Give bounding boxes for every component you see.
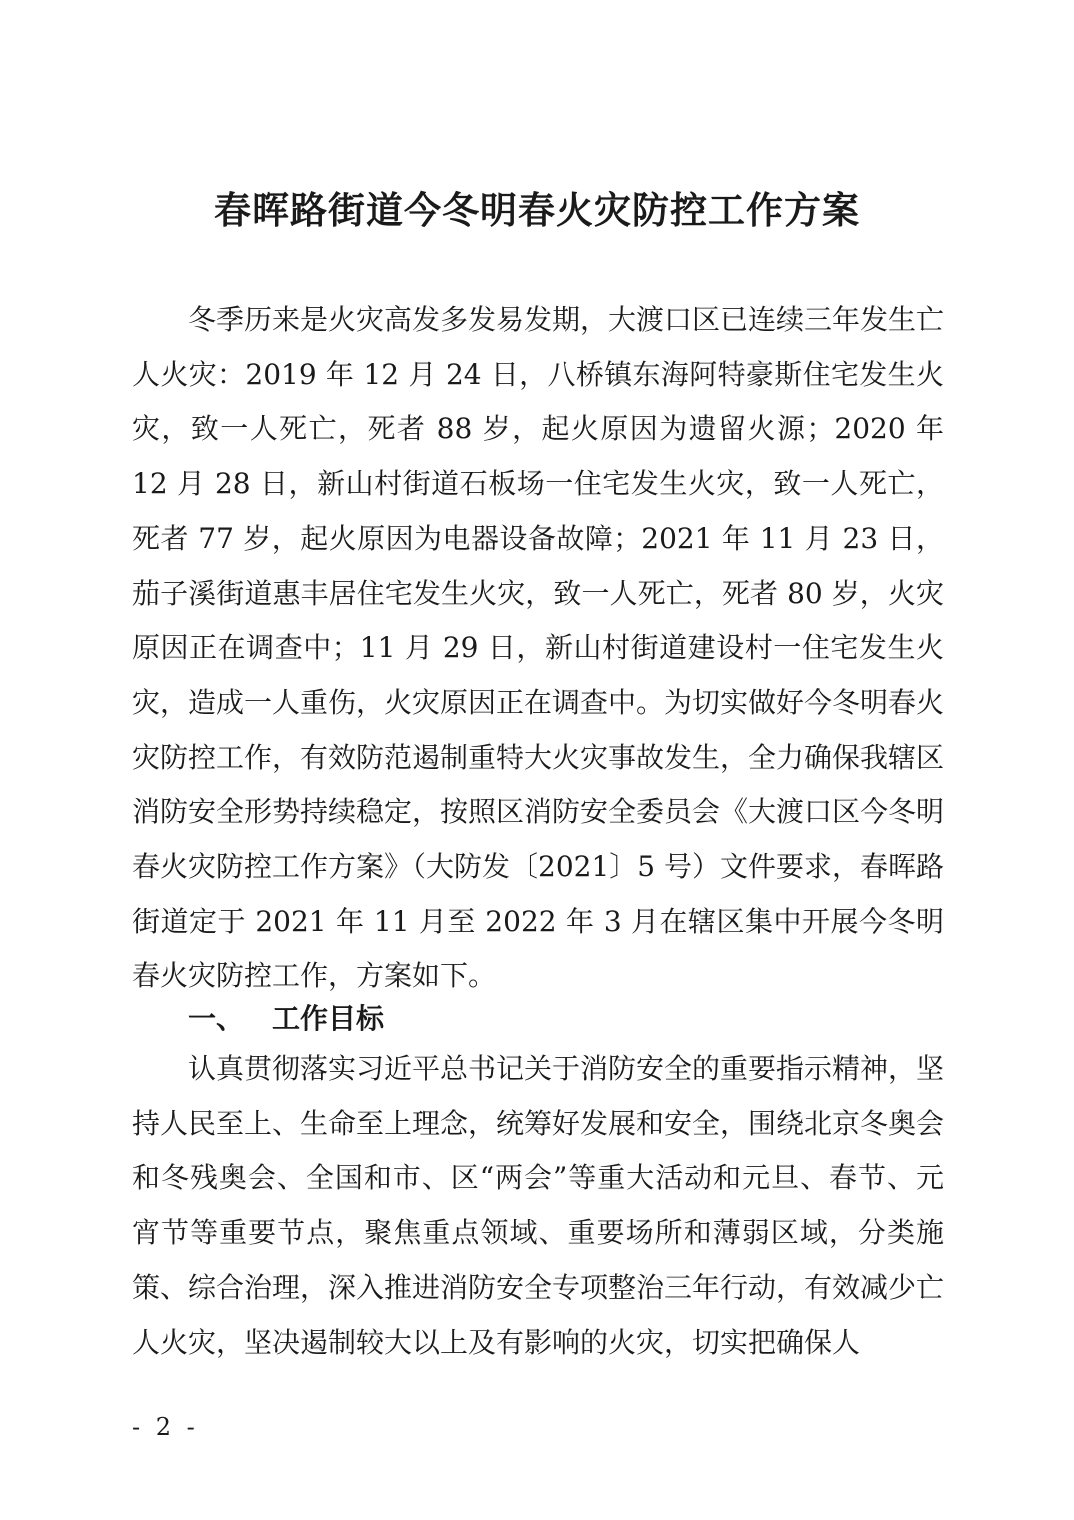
section-heading-text: 工作目标 (272, 1002, 385, 1035)
document-title: 春晖路街道今冬明春火灾防控工作方案 (214, 188, 860, 232)
page-number: - 2 - (132, 1413, 199, 1441)
section-number: 一、 (188, 1002, 245, 1035)
section-heading (188, 992, 888, 1046)
intro-paragraph: 冬季历来是火灾高发多发易发期，大渡口区已连续三年发生亡人火灾：2019 年 12 月 24 日，八桥镇东海阿特豪斯住宅发生火灾，致一人死亡，死者 88 岁，起火原因为遗留火源；2020 年 12 月 28 日，新山村街道石板场一住宅发生火灾，致一人死亡，死者 77 岁，起火原因为电器设备故障；2021 年 11 月 23 日，茄子溪街道惠丰居住宅发生火灾，致一人死亡，死者 80 岁，火灾原因正在调查中；11 月 29 日，新山村街道建设村一住宅发生火灾，造成一人重伤，火灾原因正在调查中。为切实做好今冬明春火灾防控工作，有效防范遏制重特大火灾事故发生，全力确保我辖区消防安全形势持续稳定，按照区消防安全委员会《大渡口区今冬明春火灾防控工作方案》（大防发〔2021〕5 号）文件要求，春晖路街道定于 2021 年 11 月至 2022 年 3 月在辖区集中开展今冬明春火灾防控工作，方案如下。 (132, 303, 945, 993)
section-paragraph: 认真贯彻落实习近平总书记关于消防安全的重要指示精神，坚持人民至上、生命至上理念，统筹好发展和安全，围绕北京冬奥会和冬残奥会、全国和市、区“两会”等重大活动和元旦、春节、元宵节等重要节点，聚焦重点领域、重要场所和薄弱区域，分类施策、综合治理，深入推进消防安全专项整治三年行动，有效减少亡人火灾，坚决遏制较大以上及有影响的火灾，切实把确保人 (132, 1052, 945, 1359)
